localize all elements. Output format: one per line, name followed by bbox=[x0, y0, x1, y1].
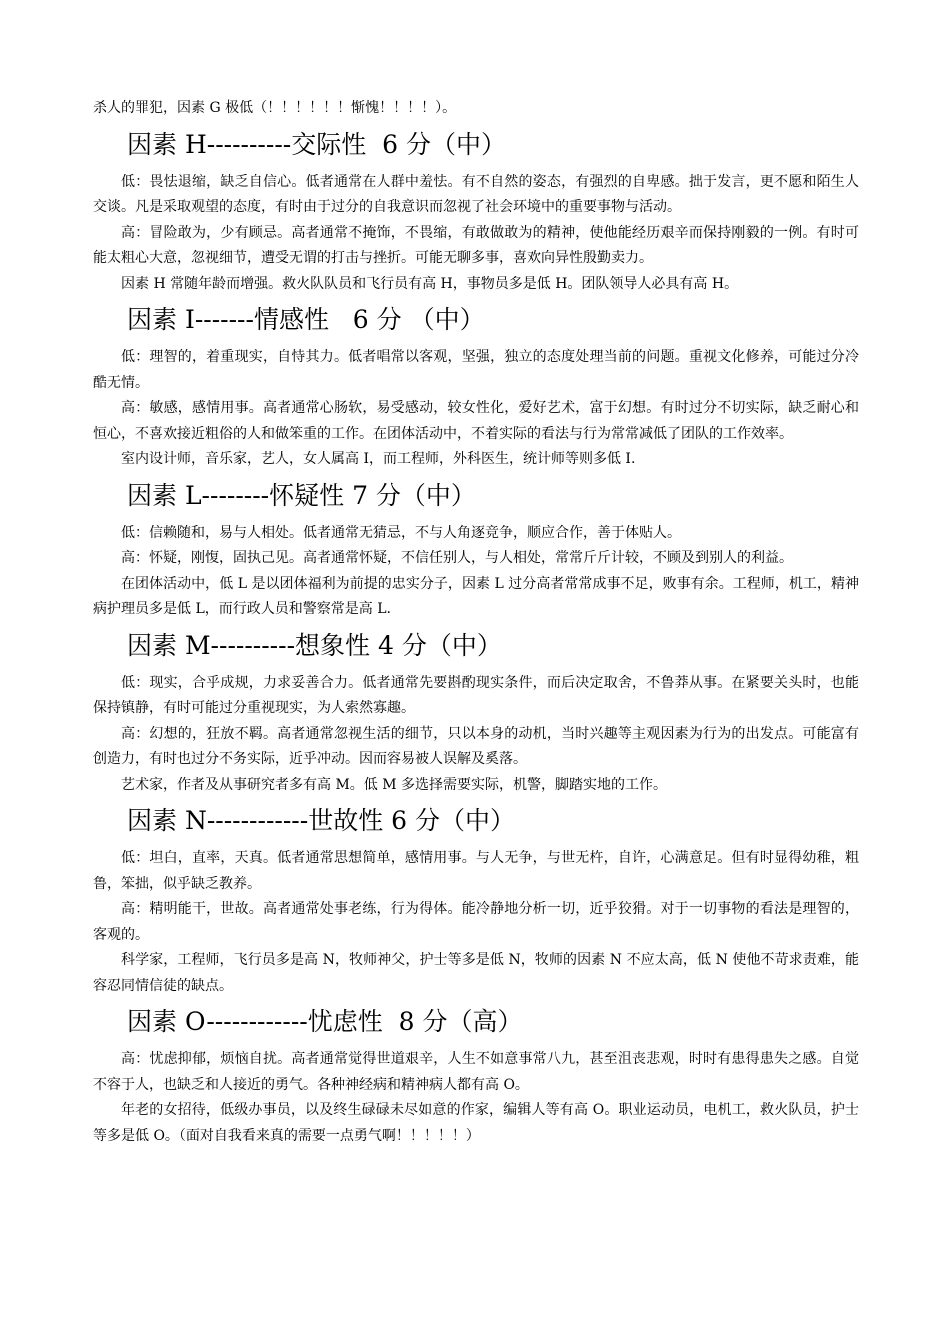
factor-h-high: 高：冒险敢为，少有顾忌。高者通常不掩饰，不畏缩，有敢做敢为的精神，使他能经历艰辛而保持刚毅的一例。有时可能太粗心大意，忽视细节，遭受无谓的打击与挫折。可能无聊多事，喜欢向异性殷勤卖力。 bbox=[93, 224, 859, 266]
factor-o-note: 年老的女招待，低级办事员，以及终生碌碌未尽如意的作家，编辑人等有高 O。职业运动员，电机工，救火队员，护士等多是低 O。（面对自我看来真的需要一点勇气啊！！！！！） bbox=[93, 1102, 859, 1144]
factor-o-high: 高：忧虑抑郁，烦恼自扰。高者通常觉得世道艰辛，人生不如意事常八九，甚至沮丧悲观，时时有患得患失之感。自觉不容于人，也缺乏和人接近的勇气。各种神经病和精神病人都有高 O。 bbox=[93, 1051, 859, 1093]
factor-n-note: 科学家，工程师，飞行员多是高 N，牧师神父，护士等多是低 N，牧师的因素 N 不应太高，低 N 使他不苛求责难，能容忍同情信徒的缺点。 bbox=[93, 952, 859, 994]
factor-m-heading: 因素 M----------想象性 4 分（中） bbox=[127, 630, 502, 660]
factor-i-note: 室内设计师，音乐家，艺人，女人属高 I，而工程师，外科医生，统计师等则多低 I. bbox=[121, 451, 636, 467]
factor-h-heading: 因素 H----------交际性 6 分（中） bbox=[127, 129, 506, 159]
factor-l-high: 高：怀疑，刚愎，固执己见。高者通常怀疑，不信任别人，与人相处，常常斤斤计较，不顾及到别人的利益。 bbox=[121, 550, 793, 566]
document-page bbox=[93, 96, 859, 1149]
intro-paragraph: 杀人的罪犯，因素 G 极低（！！！！！！惭愧！！！！）。 bbox=[93, 100, 457, 116]
factor-n-low: 低：坦白，直率，天真。低者通常思想简单，感情用事。与人无争，与世无杵，自许，心满意足。但有时显得幼稚，粗鲁，笨拙，似乎缺乏教养。 bbox=[93, 850, 859, 892]
factor-i-low: 低：理智的，着重现实，自恃其力。低者唱常以客观，坚强，独立的态度处理当前的问题。重视文化修养，可能过分冷酷无情。 bbox=[93, 349, 859, 391]
factor-h-low: 低：畏怯退缩，缺乏自信心。低者通常在人群中羞怯。有不自然的姿态，有强烈的自卑感。拙于发言，更不愿和陌生人交谈。凡是采取观望的态度，有时由于过分的自我意识而忽视了社会环境中的重要事物与活动。 bbox=[93, 173, 859, 215]
factor-l-note: 在团体活动中，低 L 是以团体福利为前提的忠实分子，因素 L 过分高者常常成事不足，败事有余。工程师，机工，精神病护理员多是低 L，而行政人员和警察常是高 L. bbox=[93, 575, 859, 617]
factor-m-high: 高：幻想的，狂放不羁。高者通常忽视生活的细节，只以本身的动机，当时兴趣等主观因素为行为的出发点。可能富有创造力，有时也过分不务实际，近乎冲动。因而容易被人误解及奚落。 bbox=[93, 725, 859, 767]
factor-l-heading: 因素 L--------怀疑性 7 分（中） bbox=[127, 480, 476, 510]
factor-i-high: 高：敏感，感情用事。高者通常心肠软，易受感动，较女性化，爱好艺术，富于幻想。有时过分不切实际，缺乏耐心和恒心，不喜欢接近粗俗的人和做笨重的工作。在团体活动中，不着实际的看法与行为常常减低了团队的工作效率。 bbox=[93, 400, 859, 442]
factor-m-note: 艺术家，作者及从事研究者多有高 M。低 M 多选择需要实际，机警，脚踏实地的工作。 bbox=[121, 776, 668, 793]
factor-n-high: 高：精明能干，世故。高者通常处事老练，行为得体。能冷静地分析一切，近乎狡猾。对于一切事物的看法是理智的，客观的。 bbox=[93, 901, 859, 943]
factor-i-heading: 因素 I-------情感性 6 分 （中） bbox=[127, 305, 485, 334]
factor-l-low: 低：信赖随和，易与人相处。低者通常无猜忌，不与人角逐竞争，顺应合作，善于体贴人。 bbox=[121, 524, 681, 541]
factor-o-heading: 因素 O------------忧虑性 8 分（高） bbox=[127, 1007, 523, 1036]
factor-n-heading: 因素 N------------世故性 6 分（中） bbox=[127, 806, 515, 835]
factor-m-low: 低：现实，合乎成规，力求妥善合力。低者通常先要斟酌现实条件，而后决定取舍，不鲁莽从事。在紧要关头时，也能保持镇静，有时可能过分重视现实，为人索然寡趣。 bbox=[93, 674, 859, 716]
factor-h-note: 因素 H 常随年龄而增强。救火队队员和飞行员有高 H，事物员多是低 H。团队领导人必具有高 H。 bbox=[121, 275, 739, 292]
